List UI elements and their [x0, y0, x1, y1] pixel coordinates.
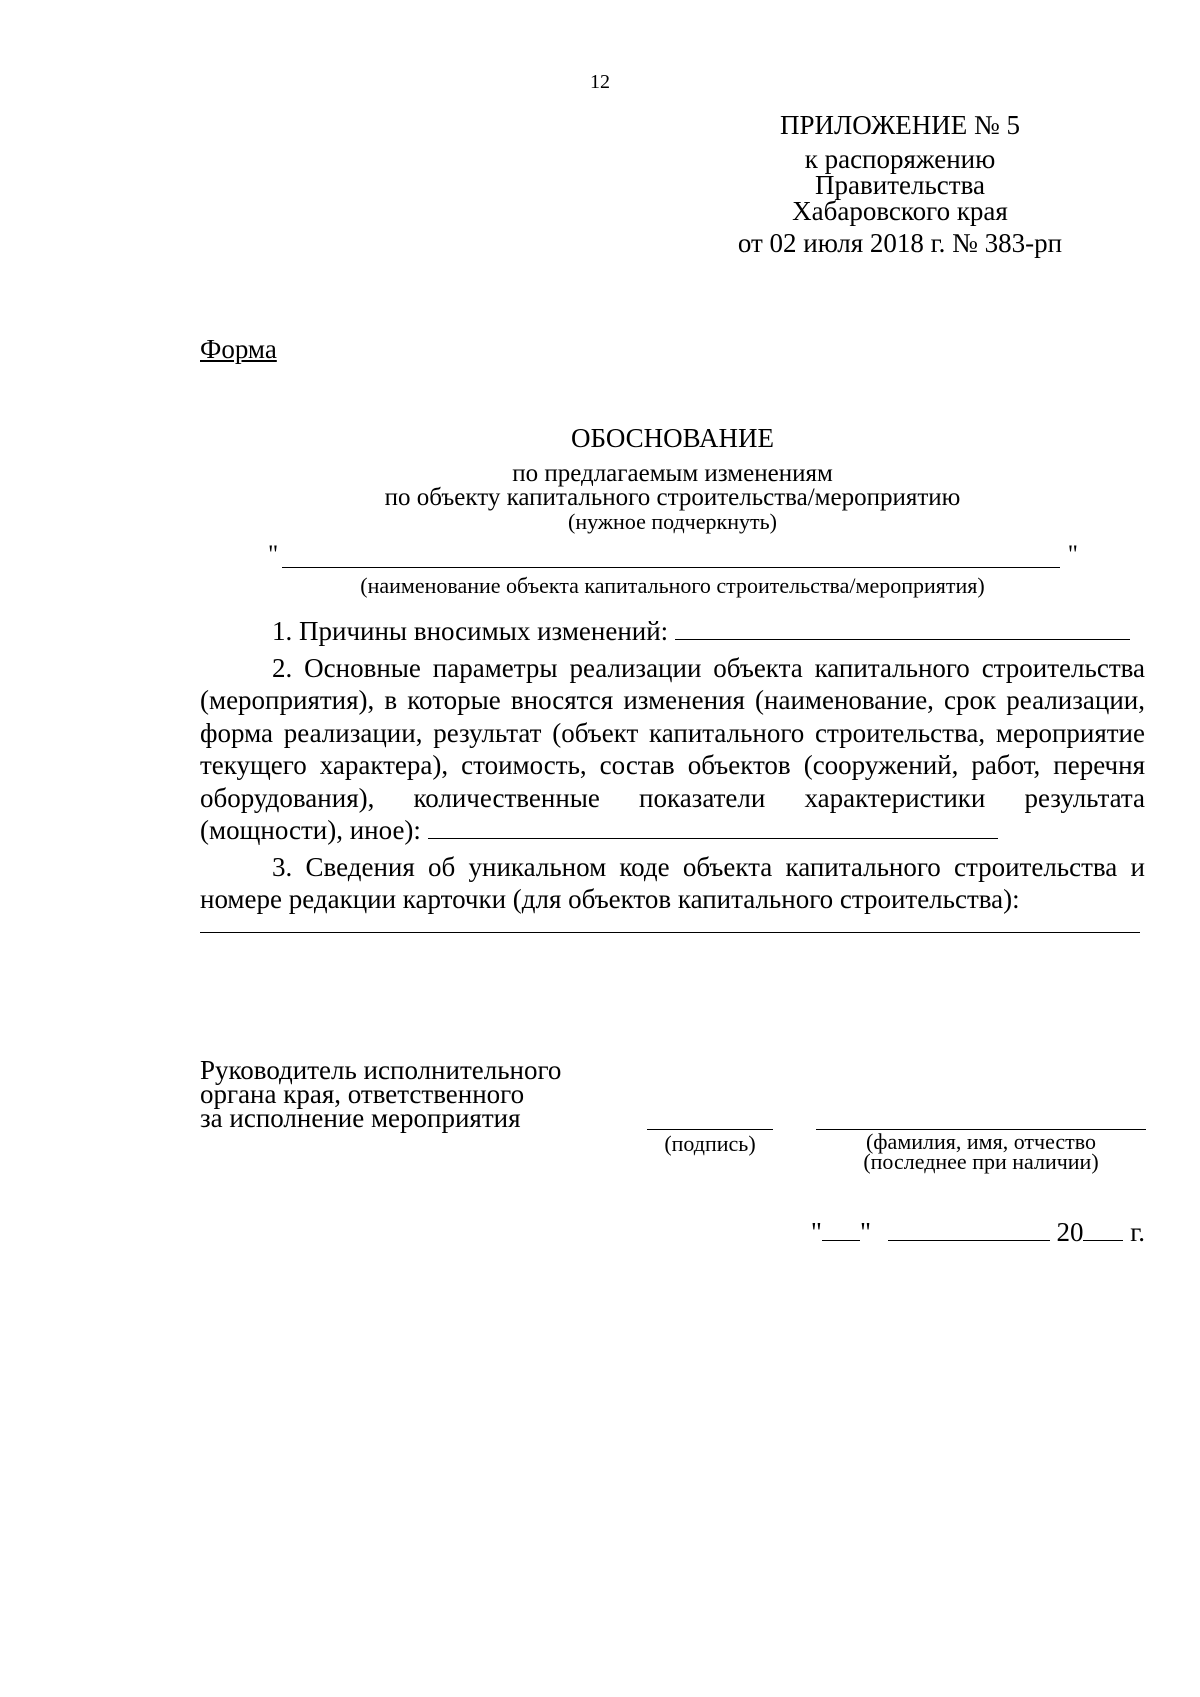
- quote-open: ": [268, 541, 279, 568]
- signature-blank: [647, 1129, 773, 1130]
- date-year-blank: [1083, 1216, 1123, 1241]
- item-3-text: 3. Сведения об уникальном коде объекта капитального строительства и номере редакции карточки (для объектов капитального строительства):: [200, 851, 1145, 914]
- item-2: [200, 652, 1145, 847]
- full-name-caption-line-2: (последнее при наличии): [863, 1149, 1099, 1174]
- date-quote-close: ": [859, 1217, 871, 1247]
- item-1-blank: [675, 615, 1130, 640]
- full-name-caption: [816, 1129, 1146, 1174]
- date-day-blank: [822, 1216, 860, 1241]
- item-1-text: 1. Причины вносимых изменений:: [272, 616, 669, 646]
- signatory-role-line-1: Руководитель исполнительного: [200, 1055, 562, 1085]
- item-1: [200, 615, 1145, 648]
- signature-block: [200, 1055, 1145, 1188]
- signatory-role-line-3: за исполнение мероприятия: [200, 1103, 521, 1133]
- date-field: [811, 1216, 1145, 1248]
- date-quote-open: ": [810, 1217, 822, 1247]
- document-subtitle-2: по объекту капитального строительства/мероприятию: [384, 484, 961, 511]
- quote-close: ": [1067, 541, 1078, 568]
- date-month-blank: [888, 1216, 1050, 1241]
- date-year-prefix: 20: [1056, 1217, 1084, 1247]
- document-title-block: [200, 422, 1145, 534]
- form-body: [200, 615, 1145, 937]
- appendix-line-3: Хабаровского края: [792, 196, 1008, 226]
- form-label: Форма: [200, 334, 277, 364]
- date-year-suffix: г.: [1130, 1217, 1145, 1247]
- signature-caption: (подпись): [664, 1131, 756, 1156]
- item-2-text: 2. Основные параметры реализации объекта капитального строительства (мероприятия), в которые вносятся изменения (наименование, срок реализации, форма реализации, результат (объект капитального строительства, мероприятие текущего характера), стоимость, состав объектов (сооружений, работ, перечня оборудования), количественные показатели характеристики результата (мощности), иное):: [200, 652, 1145, 845]
- appendix-title: ПРИЛОЖЕНИЕ № 5: [779, 110, 1021, 140]
- signatory-role-line-2: органа края, ответственного: [200, 1079, 525, 1109]
- page-number: 12: [590, 71, 610, 93]
- object-name-field: [268, 540, 1078, 570]
- full-name-caption-line-1: (фамилия, имя, отчество: [865, 1129, 1097, 1154]
- document-subtitle-1: по предлагаемым изменениям: [512, 460, 833, 487]
- object-name-blank: [282, 567, 1060, 568]
- appendix-header: [730, 112, 1130, 256]
- appendix-line-1: к распоряжению: [804, 144, 996, 174]
- signatory-role: [200, 1055, 620, 1133]
- appendix-date: от 02 июля 2018 г. № 383-рп: [737, 228, 1063, 258]
- item-2-blank: [428, 814, 998, 839]
- underline-hint: (нужное подчеркнуть): [568, 509, 777, 534]
- object-name-caption: (наименование объекта капитального строительства/мероприятия): [360, 573, 985, 598]
- appendix-line-2: Правительства: [815, 170, 985, 200]
- document-title: ОБОСНОВАНИЕ: [571, 423, 774, 453]
- item-3: [200, 851, 1145, 933]
- item-3-blank: [200, 918, 1140, 933]
